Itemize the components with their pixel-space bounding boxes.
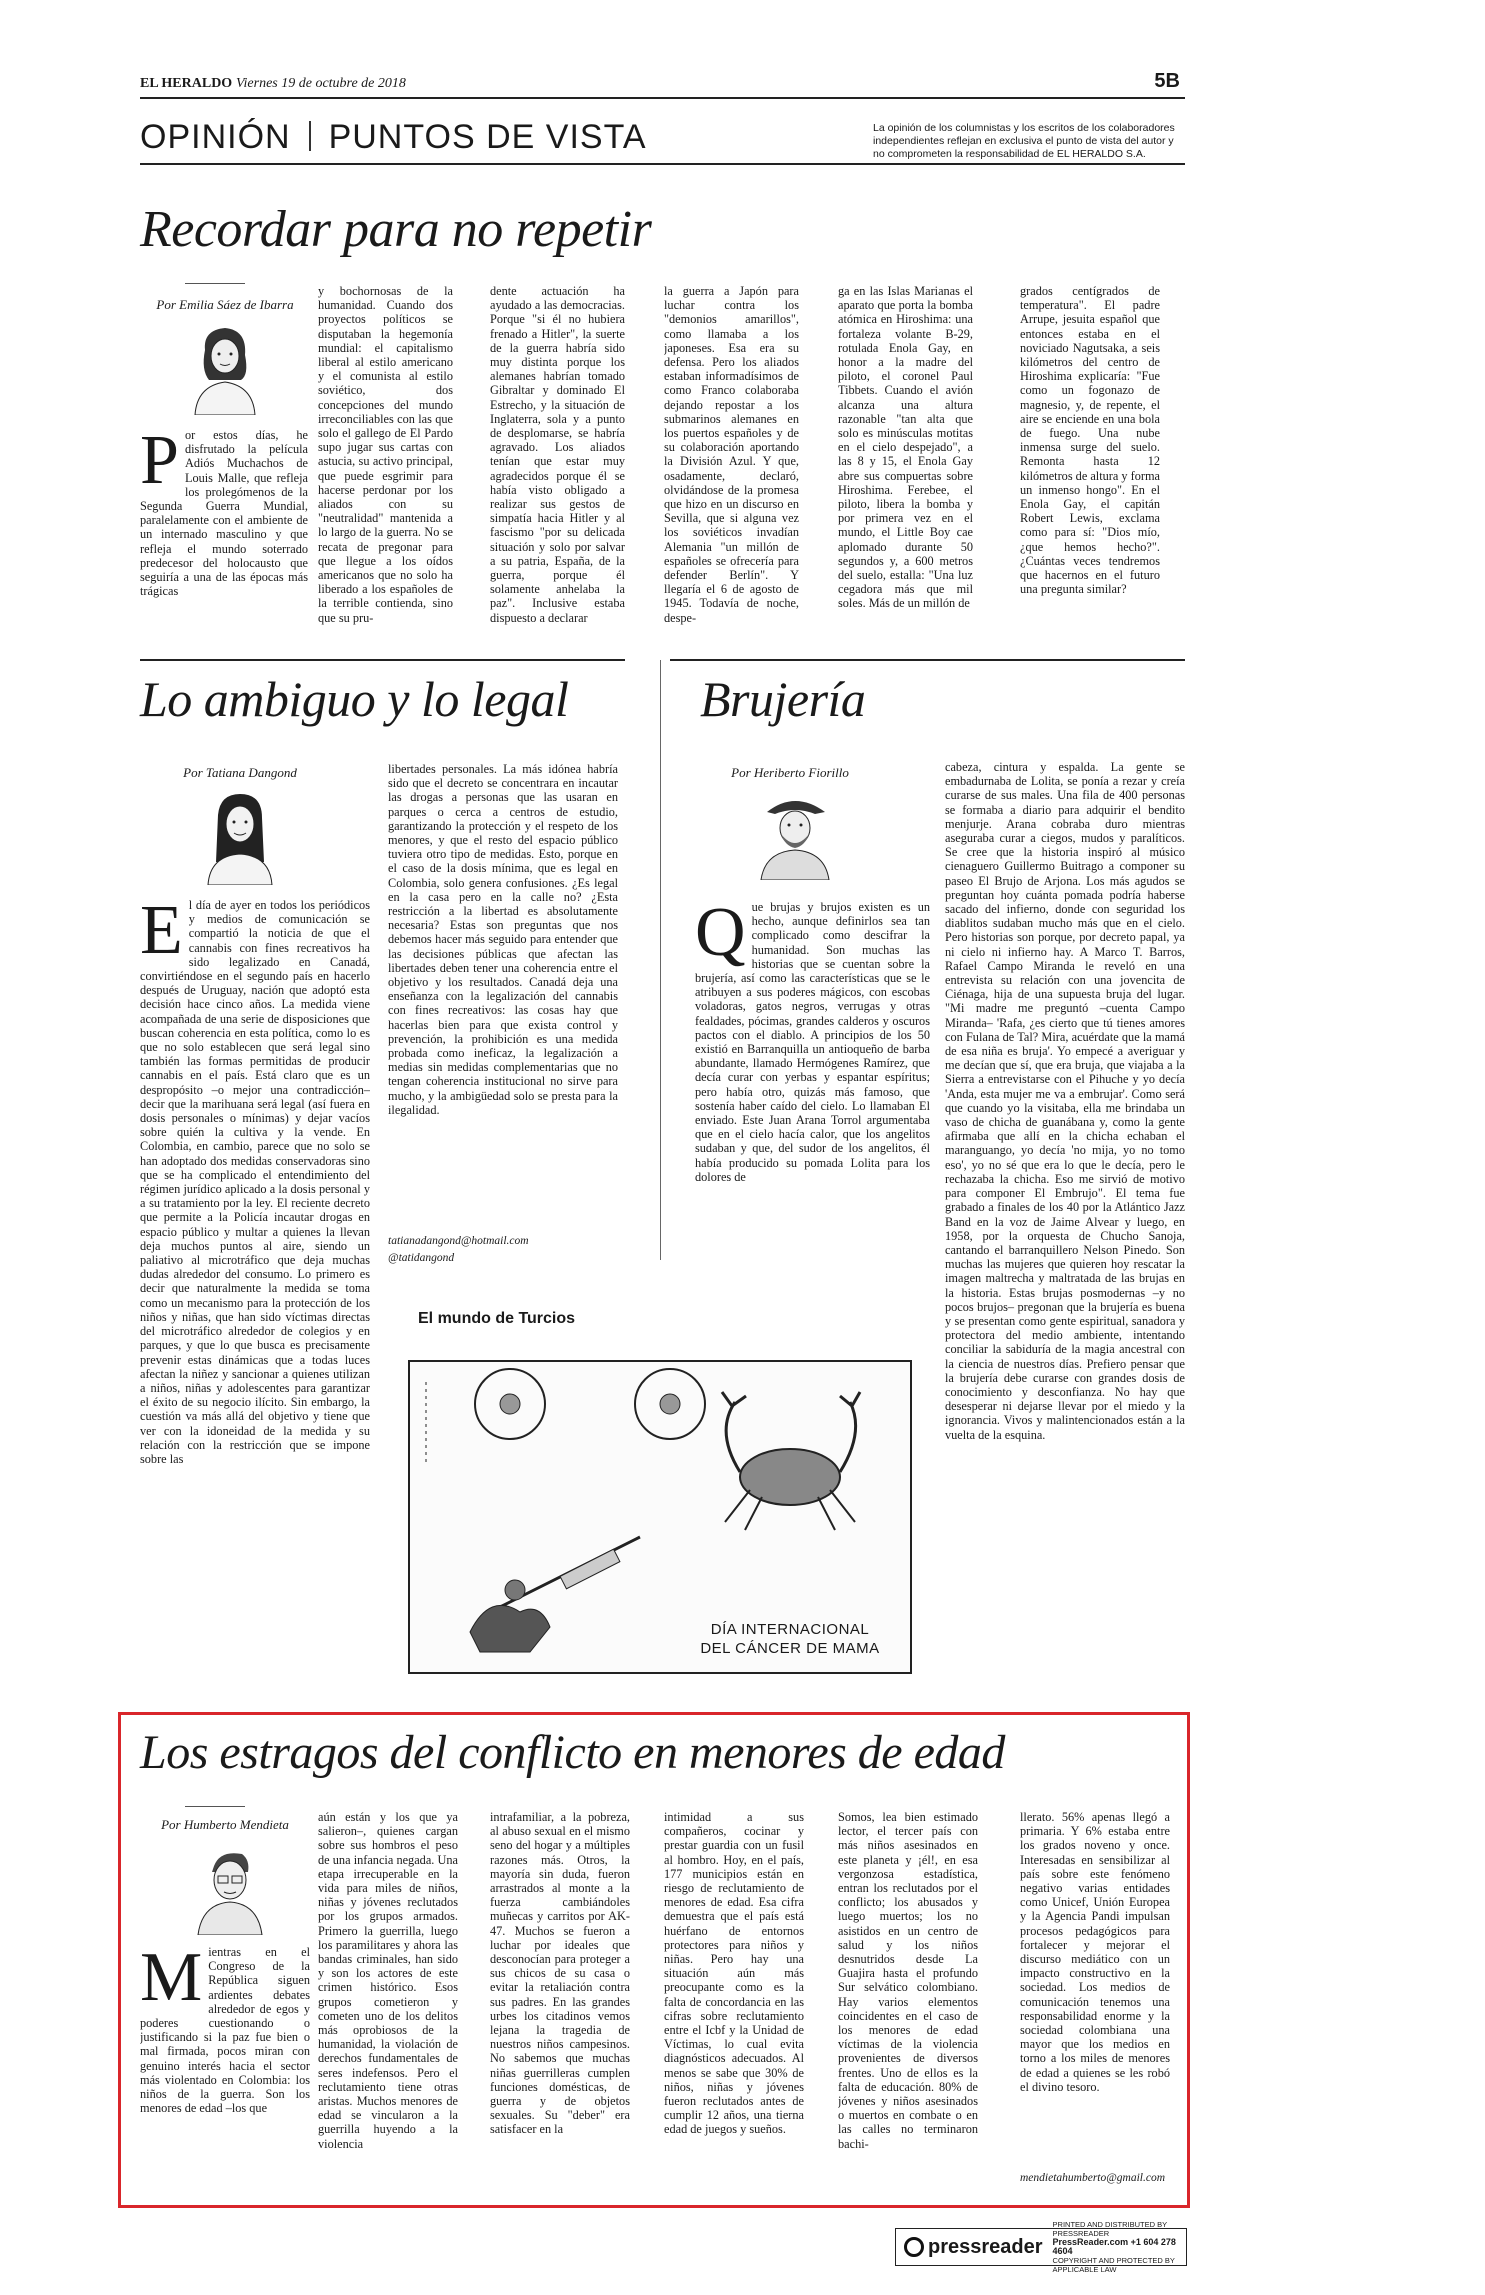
article3-byline: Por Heriberto Fiorillo (731, 765, 849, 780)
page-number: 5B (1154, 70, 1180, 92)
article1-column (140, 428, 308, 671)
article2-title: Lo ambiguo y lo legal (140, 671, 569, 727)
pressreader-badge[interactable] (895, 2220, 1187, 2274)
article2-byline: Por Tatiana Dangond (183, 765, 297, 780)
article3-column: cabeza, cintura y espalda. La gente se embadurnaba de Lolita, se ponía a rezar y creía curarse de sus males. Una fila de 400 personas se formaba a diario para adquirir el bendito menjurje. Arana cobraba duro mientras aseguraba curar a ciegos, mudos y paralíticos. Se cree que la historia inspiró al músico cienaguero Guillermo Buitrago a componer su paseo El Brujo de Arjona. Los más agudos se preguntan hoy cuánta pomada podría haberse sacado del infierno, donde con seguridad los diablitos sudaban mucho más que en el cielo. Pero historias son porque, por decreto papal, ya ni cielo ni infierno hay. A Marco T. Barros, Rafael Campo Miranda le reveló en una entrevista su relación con una jovencita de Ciénaga, hija de una supuesta bruja del lugar. "Mi madre me preguntó –cuenta Campo Miranda– 'Rafa, ¿es cierto que tú tienes amores con Fulana de Tal? Mira, acuérdate que la mamá de esa niña es bruja'. Yo empecé a averiguar y me decían que sí, que era bruja, que viajaba a la Sierra a entrevistarse con el Pihuche y yo decía 'Anda, esta mujer me va a embrujar'. Como será que cuando yo la visitaba, ella me brindaba un vaso de chicha de guanábana y, como la gente afirmaba que allí en la chicha echaban el maranguango, yo decía 'no mija, yo no tomo eso', yo no sé que era lo que le decía, pero le rechazaba la chicha. Eso me sirvió de motivo para componer El Embrujo". El tema fue grabado a finales de los 40 por la Atlántico Jazz Band en la voz de Jaime Alvear y luego, en 1958, por la orquesta de Chucho Sanoja, cantando el barranquillero Nelson Pinedo. Son muchas las mujeres que quieren hoy rescatar la imagen maltrecha y maltratada de las brujas en la historia. Estas brujas posmodernas –y no pocos brujos– pregonan que la brujería es buena y se presentan como gente espiritual, sanadora y protectora del medio ambiente, intentando conciliar la sabiduría de la magia ancestral con la ciencia de nuestros días. Prefiero pensar que la brujería debe curarse con grandes dosis de conocimiento y desconfianza. No hay que desesperar ni dejarse llevar por el miedo y la ignorancia. Vivos y malintencionados están a la vuelta de la esquina. (945, 760, 1185, 1442)
author-portrait-icon (190, 790, 290, 885)
pressreader-line: PressReader.com +1 604 278 4604 (1052, 2237, 1176, 2256)
author-email[interactable]: mendietahumberto@gmail.com (1020, 2172, 1166, 2184)
author-portrait-icon (175, 320, 275, 415)
article1-column: dente actuación ha ayudado a las democracias. Porque "si él no hubiera frenado a Hitler", la suerte de la guerra habría sido muy distinta porque los alemanes habrían tomado Gibraltar y dominado El Estrecho, y la situación de Inglaterra, sola y a punto de desplomarse, se habría agravado. Los aliados tenían que estar muy agradecidos porque él se había visto obligado a realizar sus gestos de simpatía hacia Hitler y al fascismo "por su delicada situación y solo por salvar a su patria, España, de la guerra, porque él solamente anhelaba la paz". Inclusive estaba dispuesto a declarar (490, 284, 625, 625)
article4-byline: Por Humberto Mendieta (161, 1817, 289, 1832)
article1-text: or estos días, he disfrutado la película Adiós Muchachos de Louis Malle, que refleja los prolegómenos de la Segunda Guerra Mundial, paralelamente con el ambiente de un internado masculino y que refleja el mundo soterrado predecesor del holocausto que seguiría a una de las épocas más trágicas (140, 428, 308, 599)
issue-date: Viernes 19 de octubre de 2018 (236, 76, 406, 91)
author-portrait-icon (745, 790, 845, 880)
column-divider (660, 660, 661, 1260)
article4-column (140, 1945, 310, 2190)
article1-column: la guerra a Japón para luchar contra los "demonios amarillos", como llamaba a los japoneses. Esa era su defensa. Pero los aliados estaban informadísimos de como Franco colaboraba dejando repostar a los submarinos alemanes en los puertos españoles y de su colaboración aportando la División Azul. Y que, osadamente, declaró, olvidándose de la promesa que hizo en un discurso en Sevilla, que si alguna vez los soviéticos invadían Alemania "un millón de españoles se ofrecería para defender Berlín". Y llegaría el 6 de agosto de 1945. Todavía de noche, despe- (664, 284, 799, 625)
pressreader-logo (904, 2236, 1043, 2259)
disclaimer: La opinión de los columnistas y los escritos de los colaboradores independientes reflejan en exclusiva el punto de vista del autor y no comprometen la responsabilidad de EL HERALDO S.A. (873, 122, 1175, 160)
article1-column: ga en las Islas Marianas el aparato que porta la bomba atómica en Hiroshima: una fortaleza volante B-29, rotulada Enola Gay, en honor a la madre del piloto, el coronel Paul Tibbets. Cuando el avión alcanza una altura razonable "tan alta que solo es minúsculas motitas en el cielo despejado", a las 8 y 15, el Enola Gay abre sus compuertas sobre Hiroshima. Ferebee, el piloto, libera la bomba y por primera vez en el mundo, el Little Boy cae aplomado durante 50 segundos y, a 600 metros del suelo, estalla: "Una luz cegadora más que mil soles. Más de un millón de (838, 284, 973, 611)
article4-column: intrafamiliar, a la pobreza, al abuso sexual en el mismo seno del hogar y a múltiples razones más. Otros, la mayoría sin duda, fueron arrastrados al monte a la fuerza cambiándoles muñecas y carritos por AK-47. Muchos se fueron a luchar por ideales que desconocían para proteger a sus chicos de su casa o evitar la retaliación contra sus padres. En las grandes urbes los citadinos vemos lejana la tragedia de nuestros niños campesinos. No sabemos que muchas niñas guerrilleras cumplen funciones domésticas, de guerra y de objetos sexuales. Su "deber" era satisfacer en la (490, 1810, 630, 2137)
cartoon-caption-line: DÍA INTERNACIONAL (710, 1621, 870, 1638)
author-portrait-icon (180, 1840, 280, 1935)
byline-rule (185, 1806, 245, 1807)
article-divider (670, 659, 1185, 661)
article2-column (140, 898, 370, 1678)
cartoon-caption (690, 1620, 890, 1658)
pressreader-wordmark: pressreader (928, 2235, 1043, 2258)
pressreader-text (1053, 2220, 1186, 2274)
article3-title: Brujería (700, 671, 866, 727)
dropcap: P (140, 428, 179, 499)
article1-column: grados centígrados de temperatura". El padre Arrupe, jesuita español que entonces estaba en el noviciado Nagutsaka, a seis kilómetros del centro de Hiroshima explicaría: "Fue como un fogonazo de magnesio, y, de repente, el aire se enciende en una bola de fuego. Una nube inmensa surge del suelo. Remonta hasta 12 kilómetros de altura y forma un inmenso hongo". En el Enola Gay, el capitán Robert Lewis, exclama como para sí: "Dios mío, ¿que hemos hecho?". ¿Cuántas veces tendremos que hacernos en el futuro una pregunta similar? (1020, 284, 1160, 597)
dropcap: Q (695, 900, 746, 971)
article4-column: intimidad a sus compañeros, cocinar y prestar guardia con un fusil al hombro. Hoy, en el país, 177 municipios están en riesgo de reclutamiento de menores de edad. Esa cifra demuestra que el país está huérfano de entornos protectores para niños y niñas. Pero hay una situación aún más preocupante como es la falta de concordancia en las cifras sobre reclutamiento entre el Icbf y la Unidad de Víctimas, lo cual evita diagnósticos adecuados. Al menos se sabe que 30% de niños, niñas y jóvenes fueron reclutados antes de cumplir 12 años, una tierna edad de juegos y sueños. (664, 1810, 804, 2137)
article4-column: Somos, lea bien estimado lector, el tercer país con más niños asesinados en este planeta y ¡él!, en esa vergonzosa estadística, entran los reclutados por el conflicto; los abusados y luego muertos; los no asistidos en un centro de salud y los niños desnutridos desde La Guajira hasta el profundo Sur selvático colombiano. Hay varios elementos coincidentes en el caso de los menores de edad víctimas de la violencia provenientes de diversos frentes. Uno de ellos es la falta de educación. 80% de jóvenes y niños asesinados o muertos en combate o en las calles no terminaron bachi- (838, 1810, 978, 2151)
article4-text: ientras en el Congreso de la República siguen ardientes debates alrededor de egos y poderes cuestionando o justificando si la paz fue bien o mal firmada, pocos miran con genuino interés hacia el sector más violentado en Colombia: los niños de la guerra. Son los menores de edad –los que (140, 1945, 310, 2116)
header-rule (140, 97, 1185, 99)
newspaper-name: EL HERALDO (140, 76, 233, 91)
article1-title: Recordar para no repetir (140, 201, 652, 258)
dropcap: M (140, 1945, 203, 2016)
author-handle[interactable]: @tatidangond (388, 1252, 455, 1264)
article-divider (140, 659, 625, 661)
author-email[interactable]: tatianadangond@hotmail.com (388, 1235, 529, 1247)
pressreader-line: PRINTED AND DISTRIBUTED BY PRESSREADER (1052, 2220, 1167, 2238)
section-separator (309, 121, 311, 151)
article2-column: libertades personales. La más idónea habría sido que el decreto se concentrara en incautar las drogas a personas que las usaran en parques o cerca a centros de estudio, garantizando la protección y el respeto de los menores, y que el resto del espacio público tuviera otro tipo de medidas. Esto, porque en el caso de la dosis mínima, que es legal en Colombia, solo genera confusiones. ¿Es legal en la casa pero en la calle no? ¿Esta restricción a la libertad es absolutamente necesaria? Estas son preguntas que nos debemos hacer más seguido para entender que las decisiones públicas que afectan las libertades deben tener una coherencia entre el objetivo y los resultados. Canadá deja una enseñanza con la legalización del cannabis con fines recreativos: las cosas hay que hacerlas bien para que exista control y prevención, la prohibición es una medida probada como ineficaz, la legalización a medias sin medidas complementarias que no tengan coherencia institucional no sirve para mucho, y la ambigüedad solo se presta para la ilegalidad. (388, 762, 618, 1117)
section-heading (140, 118, 647, 157)
article4-column: llerato. 56% apenas llegó a primaria. Y 6% estaba entre los grados noveno y once. Interesadas en sensibilizar al país sobre este fenómeno negativo varias entidades como Unicef, Unión Europea y la Agencia Pandi impulsan procesos pedagógicos para fortalecer y mejorar el discurso mediático con un impacto constructivo en la sociedad. Los medios de comunicación tenemos una responsabilidad enorme y la sociedad colombiana una mayor que los medios en torno a los miles de menores de edad a quienes se les robó el divino tesoro. (1020, 1810, 1170, 2094)
article4-title: Los estragos del conflicto en menores de edad (140, 1726, 1005, 1779)
byline-rule (185, 283, 245, 284)
cartoon-caption-line: DEL CÁNCER DE MAMA (700, 1640, 880, 1657)
section-rule (140, 163, 1185, 165)
article1-column: y bochornosas de la humanidad. Cuando dos proyectos políticos se disputaban la hegemonía mundial: el capitalismo liberal al estilo americano y el comunista al estilo soviético, dos concepciones del mundo irreconciliables con las que solo el gallego de El Pardo supo jugar sus cartas con astucia, su activo principal, que puede esgrimir para hacerse perdonar por los aliados con su "neutralidad" mantenida a lo largo de la guerra. No se recata de pregonar para que llegue a los oídos americanos que no solo ha liberado a los españoles de la terrible contienda, sino que su pru- (318, 284, 453, 625)
article1-byline: Por Emilia Sáez de Ibarra (156, 297, 294, 312)
pressreader-line: COPYRIGHT AND PROTECTED BY APPLICABLE LAW (1052, 2256, 1175, 2274)
article2-text: l día de ayer en todos los periódicos y medios de comunicación se compartió la noticia de que el cannabis con fines recreativos ha sido legalizado en Canadá, convirtiéndose en el segundo país en hacerlo después de Uruguay, nación que adoptó esta decisión hace cinco años. La medida viene acompañada de una serie de disposiciones que buscan coherencia en esta política, como lo es que no solo establecen que será legal sino también las formas permitidas de producir cannabis en el país. Está claro que es un despropósito –o mejor una contradicción– decir que la marihuana será legal (así fuera en dosis personales o mínimas) y dejar vacíos sobre quién la cultiva y la vende. En Colombia, en cambio, parece que no solo se han adoptado dos medidas conservadoras sino que se ha complicado el entendimiento del régimen jurídico aplicado a la dosis personal y a su tratamiento por la ley. El reciente decreto que permite a la Policía incautar drogas en espacio público y multar a quienes la llevan deja muchos puntos al aire, siendo un paliativo al microtráfico que deja muchas dudas alrededor del consumo. Lo primero es decir que naturalmente la medida se toma como un mecanismo para la protección de los niños y niñas, que han sido víctimas directas del microtráfico alrededor de colegios y en parques, y que lo que busca es precisamente prevenir estas dinámicas que a todas luces afectan la niñez y sancionar a quienes utilizan a niños, niñas y adolescentes para garantizar el éxito de su negocio ilícito. Sin embargo, la cuestión va más allá del objetivo y tiene que ver con la idoneidad de la medida y su relación con la restricción que se impone sobre las (140, 898, 370, 1466)
article3-column (695, 900, 930, 1270)
pressreader-icon (904, 2237, 924, 2257)
subsection-label: PUNTOS DE VISTA (328, 118, 647, 156)
cartoon-title: El mundo de Turcios (418, 1310, 576, 1327)
section-label: OPINIÓN (140, 118, 291, 156)
article4-column: aún están y los que ya salieron–, quienes cargan sobre sus hombros el peso de una infancia negada. Una etapa irrecuperable en la vida para miles de niños, niñas y jóvenes reclutados por los grupos armados. Primero la guerrilla, luego los paramilitares y ahora las bandas criminales, han sido y son los actores de este crimen histórico. Esos grupos cometieron y cometen uno de los delitos más oprobiosos de la humanidad, la violación de derechos fundamentales de seres indefensos. Pero el reclutamiento tiene otras aristas. Muchos menores de edad se vincularon a la guerrilla huyendo a la violencia (318, 1810, 458, 2151)
article3-text: ue brujas y brujos existen es un hecho, aunque definirlos sea tan complicado como descifrar la humanidad. Son muchas las historias que se cuentan sobre la brujería, así como las características que se le atribuyen a sus poderes mágicos, con escobas voladoras, gatos negros, verrugas y otras fealdades, pócimas, grandes calderos y oscuros pactos con el diablo. A principios de los 50 existió en Barranquilla un antioqueño de barba abundante, llamado Hermógenes Ramírez, que decía curar con yerbas y espantar espíritus; pero había otro, quizás más famoso, que sostenía haber caído del cielo. Lo llamaban El enviado. Este Juan Arana Torrol argumentaba que en el cielo hacía calor, que los angelitos sudaban y que, del sudor de los angelitos, él había producido su pomada Lolita para los dolores de (695, 900, 930, 1184)
dropcap: E (140, 898, 183, 969)
